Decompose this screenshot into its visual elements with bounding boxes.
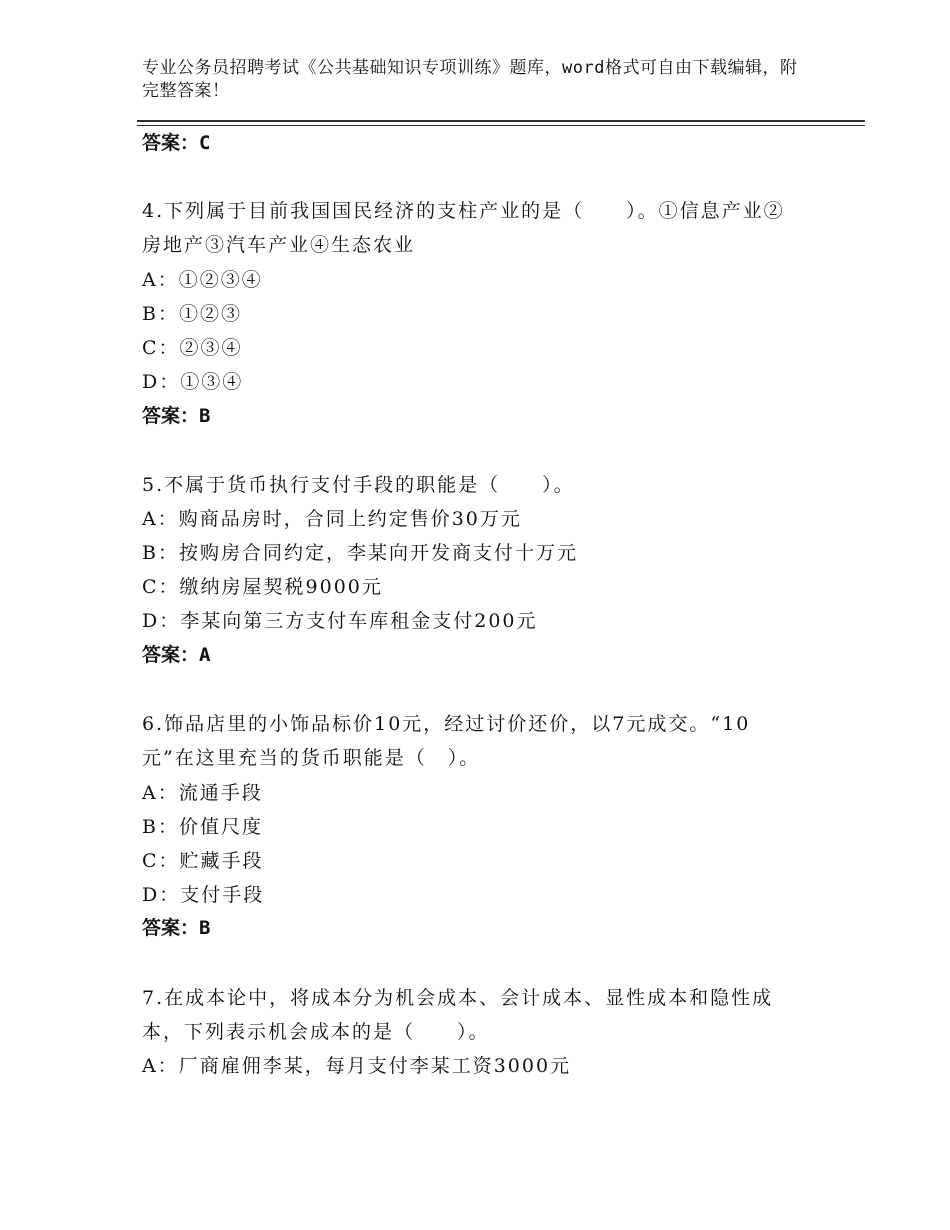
question-7: 7.在成本论中，将成本分为机会成本、会计成本、显性成本和隐性成本，下列表示机会成本的是（ ）。 [142, 987, 774, 1043]
answer-4: 答案：B [142, 405, 211, 427]
question-5-option-b: B：按购房合同约定，李某向开发商支付十万元 [142, 542, 578, 564]
question-6-option-c: C：贮藏手段 [142, 850, 264, 872]
question-5-option-d: D：李某向第三方支付车库租金支付200元 [142, 610, 538, 632]
question-7-option-a: A：厂商雇佣李某，每月支付李某工资3000元 [142, 1055, 572, 1077]
question-6-option-d: D：支付手段 [142, 884, 265, 906]
question-6-option-a: A：流通手段 [142, 782, 263, 804]
question-6: 6.饰品店里的小饰品标价10元，经过讨价还价，以7元成交。“10元”在这里充当的货币职能是（ ）。 [142, 713, 751, 769]
question-6-option-b: B：价值尺度 [142, 816, 263, 838]
question-4-option-b: B：①②③ [142, 303, 242, 325]
header-rule-thin [137, 125, 865, 126]
question-4-option-a: A：①②③④ [142, 269, 263, 291]
question-5: 5.不属于货币执行支付手段的职能是（ ）。 [142, 474, 575, 496]
question-5-option-a: A：购商品房时，合同上约定售价30万元 [142, 508, 522, 530]
question-5-option-c: C：缴纳房屋契税9000元 [142, 576, 383, 598]
header-rule-thick [137, 120, 865, 122]
page-header: 专业公务员招聘考试《公共基础知识专项训练》题库，word格式可自由下载编辑，附完整答案！ [142, 58, 798, 101]
question-4-option-d: D：①③④ [142, 371, 244, 393]
answer-3: 答案：C [142, 132, 211, 154]
answer-6: 答案：B [142, 917, 211, 939]
answer-5: 答案：A [142, 644, 211, 666]
question-4-option-c: C：②③④ [142, 337, 243, 359]
question-4: 4.下列属于目前我国国民经济的支柱产业的是（ ）。①信息产业②房地产③汽车产业④生态农业 [142, 200, 785, 256]
